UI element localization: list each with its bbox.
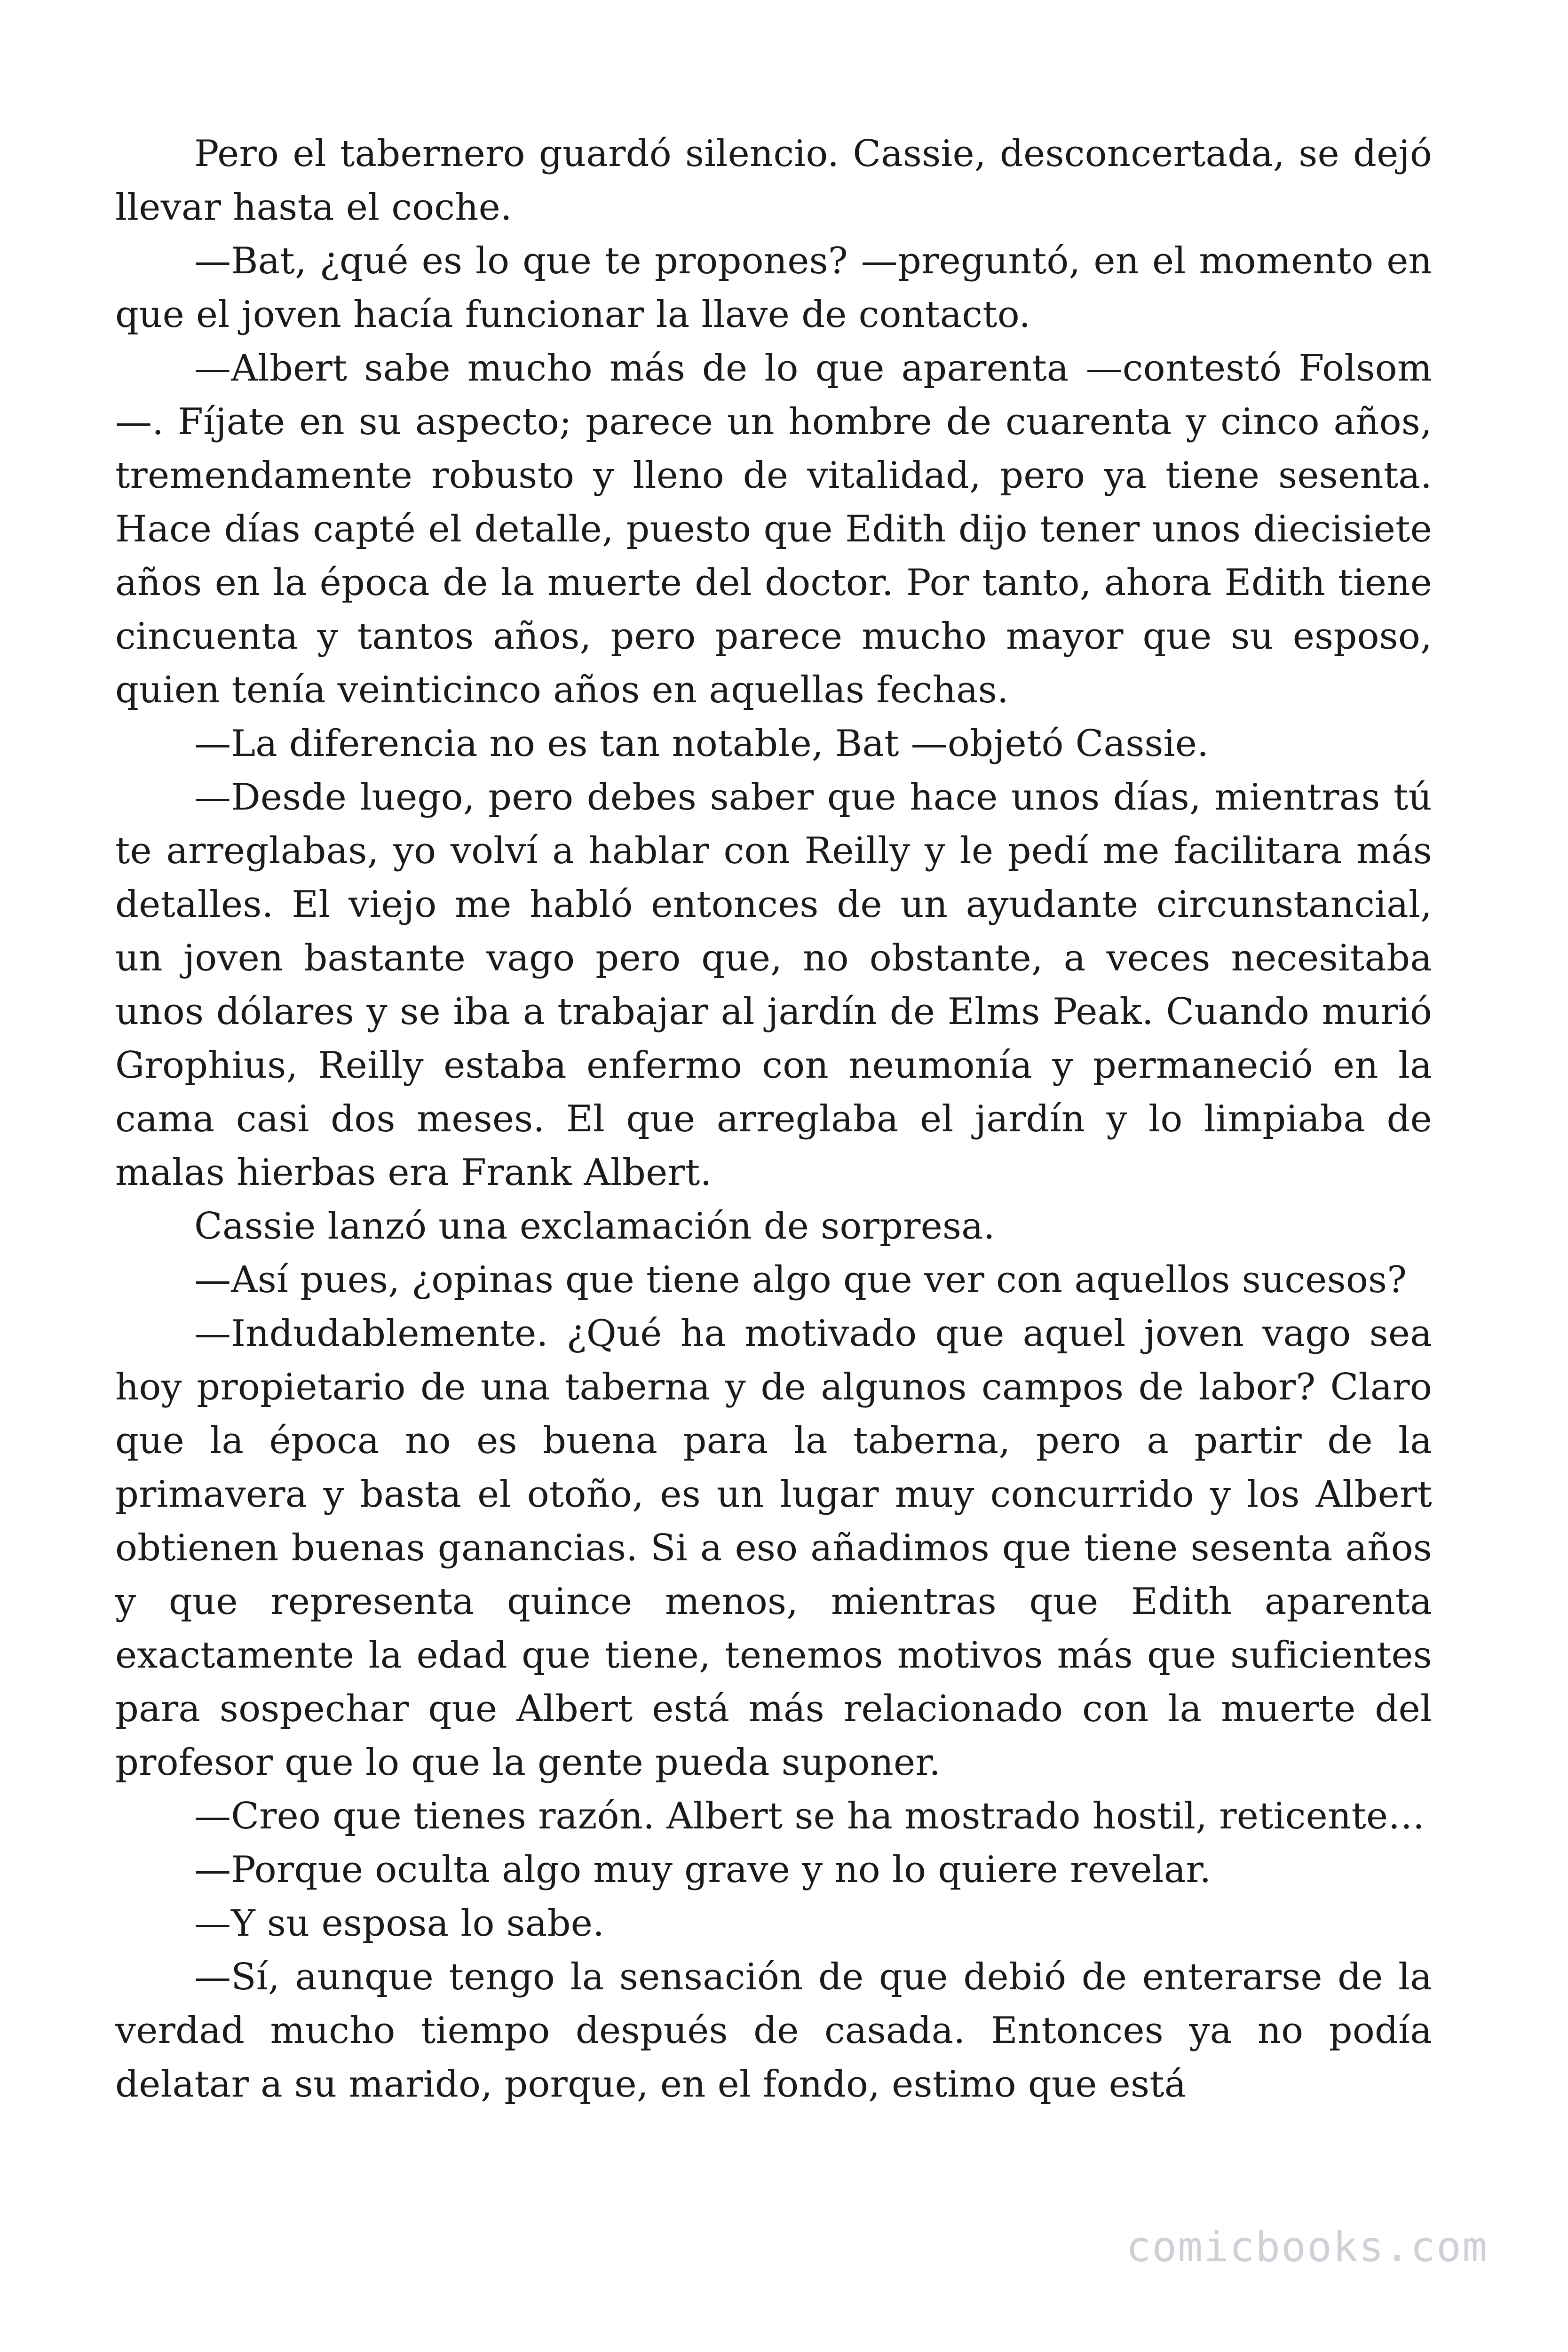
- paragraph: —Albert sabe mucho más de lo que aparenta —contestó Folsom —. Fíjate en su aspecto; parece un hombre de cuarenta y cinco años, tremendamente robusto y lleno de vitalidad, pero ya tiene sesenta. Hace días capté el detalle, puesto que Edith dijo tener unos diecisiete años en la época de la muerte del doctor. Por tanto, ahora Edith tiene cincuenta y tantos años, pero parece mucho mayor que su esposo, quien tenía veinticinco años en aquellas fechas.: [115, 347, 1432, 711]
- paragraph: —Y su esposa lo sabe.: [194, 1902, 605, 1945]
- paragraph: —Indudablemente. ¿Qué ha motivado que aquel joven vago sea hoy propietario de una taberna y de algunos campos de labor? Claro que la época no es buena para la taberna, pero a partir de la primavera y basta el otoño, es un lugar muy concurrido y los Albert obtienen buenas ganancias. Si a eso añadimos que tiene sesenta años y que representa quince menos, mientras que Edith aparenta exactamente la edad que tiene, tenemos motivos más que suficientes para sospechar que Albert está más relacionado con la muerte del profesor que lo que la gente pueda suponer.: [115, 1312, 1432, 1784]
- page-text: [115, 127, 1432, 2111]
- paragraph: —Sí, aunque tengo la sensación de que debió de enterarse de la verdad mucho tiempo después de casada. Entonces ya no podía delatar a su marido, porque, en el fondo, estimo que está: [115, 1956, 1432, 2106]
- paragraph: —Desde luego, pero debes saber que hace unos días, mientras tú te arreglabas, yo volví a hablar con Reilly y le pedí me facilitara más detalles. El viejo me habló entonces de un ayudante circunstancial, un joven bastante vago pero que, no obstante, a veces necesitaba unos dólares y se iba a trabajar al jardín de Elms Peak. Cuando murió Grophius, Reilly estaba enfermo con neumonía y permaneció en la cama casi dos meses. El que arreglaba el jardín y lo limpiaba de malas hierbas era Frank Albert.: [115, 776, 1432, 1194]
- paragraph: —Así pues, ¿opinas que tiene algo que ver con aquellos sucesos?: [194, 1259, 1407, 1301]
- paragraph: —Bat, ¿qué es lo que te propones? —preguntó, en el momento en que el joven hacía funcionar la llave de contacto.: [115, 240, 1432, 336]
- watermark: comicbooks.com: [1126, 2223, 1488, 2271]
- paragraph: —Porque oculta algo muy grave y no lo quiere revelar.: [194, 1849, 1212, 1891]
- paragraph: —Creo que tienes razón. Albert se ha mostrado hostil, reticente…: [194, 1795, 1425, 1837]
- paragraph: —La diferencia no es tan notable, Bat —objetó Cassie.: [194, 723, 1209, 765]
- paragraph: Pero el tabernero guardó silencio. Cassie, desconcertada, se dejó llevar hasta el coche.: [115, 133, 1432, 229]
- paragraph: Cassie lanzó una exclamación de sorpresa.: [194, 1205, 995, 1248]
